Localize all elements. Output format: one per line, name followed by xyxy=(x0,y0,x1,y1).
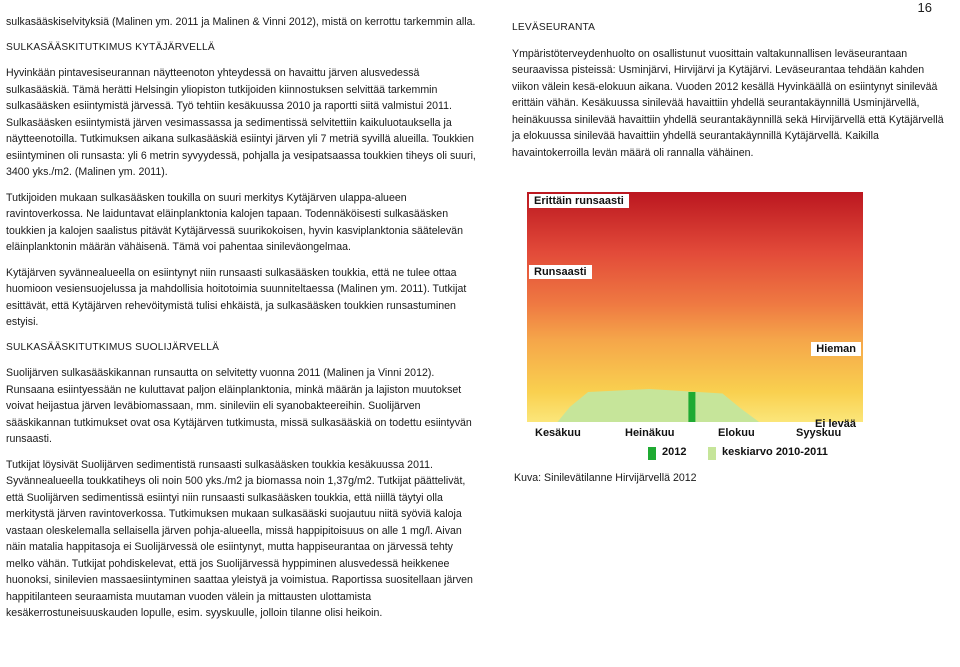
level-label: Erittäin runsaasti xyxy=(529,194,629,208)
legend-swatch xyxy=(708,447,716,460)
x-tick-label: Syyskuu xyxy=(796,427,842,439)
algae-chart xyxy=(527,192,863,462)
right-column xyxy=(512,14,952,170)
level-label: Hieman xyxy=(811,342,861,356)
x-tick-label: Kesäkuu xyxy=(535,427,581,439)
level-label: Ei levää xyxy=(815,418,856,430)
paragraph: Tutkijat löysivät Suolijärven sedimentistä runsaasti sulkasääsken toukkia kesäkuussa 2011. Syvännealueella toukkatiheys oli noin 500 yks./m2 ja biomassa noin 1,37g/m2. Tutkijat päättelivät, että Suolijärven sedimentissä esiintyi niin runsaasti sulkasääsken toukkia, että niillä täytyi olla merkitystä järven ravintoverkossa. Tutkimuksen mukaan sulkasääski suojautuu niitä syöviä kaloja vastaan oleskelemalla sellaisella järven pohja-alueella, missä happipitoisuus on alle 1 mg/l. Aivan näin matalia happitasoja ei Suolijärvessä ole esiintynyt, mutta happiseurantaa on järvessä tehty melko vähän. Tutkijat pohdiskelevat, että jos Suolijärvessä hyppiminen alusvedessä heikkenee huonoksi, sinilevien massaesiintyminen saattaa yleistyä ja voimistua. Raportissa suositellaan järven happitilanteen seuraamista muutaman vuoden välein ja mittausten ulottamista kesäkerrostuneisuuskauden lopulle, esim. syyskuulle, jolloin tilanne olisi heikoin. xyxy=(6,458,473,619)
section-heading: LEVÄSEURANTA xyxy=(512,22,596,33)
page-number: 16 xyxy=(917,0,932,15)
legend-swatch xyxy=(648,447,656,460)
paragraph: sulkasääskiselvityksiä (Malinen ym. 2011 ja Malinen & Vinni 2012), mistä on kerrottu tarkemmin alla. xyxy=(6,16,476,28)
paragraph: Hyvinkään pintavesiseurannan näytteenoton yhteydessä on havaittu järven alusvedessä sulkasääskiä. Tämä herätti Helsingin yliopiston tutkijoiden kiinnostuksen selvittää tarkemmin sulkasääsken esiintymistä järvessä. Työ tehtiin kesäkuussa 2010 ja raportti siitä valmistui 2011. Sulkasääsken esiintymistä järven vesimassassa ja sedimentissä selvitettiin kaikuluotauksella ja näytteenotoilla. Tutkimuksen aikana sulkasääskiä esiintyi järven yli 7 metriä syvillä alueilla. Toukkien esiintyminen oli runsasta: yli 6 metrin syvyydessä, pohjalla ja vesipatsaassa toukkien tiheys oli suuri, 3400 yks./m2. (Malinen ym. 2011). xyxy=(6,67,476,178)
section-heading: SULKASÄÄSKITUTKIMUS KYTÄJÄRVELLÄ xyxy=(6,41,215,53)
x-tick-label: Heinäkuu xyxy=(625,427,675,439)
level-label: Runsaasti xyxy=(529,265,592,279)
left-column xyxy=(6,14,476,631)
figure-caption: Kuva: Sinilevätilanne Hirvijärvellä 2012 xyxy=(514,472,697,484)
paragraph: Ympäristöterveydenhuolto on osallistunut vuosittain valtakunnallisen leväseurantaan seuraavissa pisteissä: Usminjärvi, Hirvijärvi ja Kytäjärvi. Leväseurantaa tehdään kahden viikon välein kesä-elokuun aikana. Vuoden 2012 kesällä Hyvinkäällä on esiintynyt sinilevää erittäin vähän. Kesäkuussa sinilevää havaittiin yhdellä seurantakäynnillä Usminjärvellä, heinäkuussa sinilevää havaittiin yhdellä seurantakäynnillä sekä Hirvijärvellä että Kytäjärvellä ja elokuussa sinilevää havaittiin yhdellä seurantakäynnillä Kytäjärvellä. Kaikilla havaintokerroilla levän määrä oli rannalla vähäinen. xyxy=(512,47,944,159)
paragraph: Suolijärven sulkasääskikannan runsautta on selvitetty vuonna 2011 (Malinen ja Vinni 2012). Runsaana esiintyessään ne kuluttavat paljon eläinplanktonia, minkä määrän ja lajiston muutokset voivat heijastua järven leväbiomassaan, mm. sinileviin eli syanobakteereihin. Suolijärven sääskikannan tutkimukset ovat osa Kytäjärven tutkimusta, missä sulkasääskiä on todettu esiintyvän runsaasti. xyxy=(6,367,472,445)
paragraph: Tutkijoiden mukaan sulkasääsken toukilla on suuri merkitys Kytäjärven ulappa-alueen ravintoverkossa. Ne laiduntavat eläinplanktonia kalojen tapaan. Todennäköisesti sulkasääsken toukkien ja kalojen saalistus pitävät Kytäjärvessä suurikokoisen, hyvin kasviplanktonia säätelevän eläinplanktonin määrän vähäisenä. Tämä voi pahentaa sinileväongelmaa. xyxy=(6,191,463,253)
series-bar-2012 xyxy=(688,392,695,422)
legend-label: keskiarvo 2010-2011 xyxy=(722,446,828,458)
x-tick-label: Elokuu xyxy=(718,427,755,439)
legend-label: 2012 xyxy=(662,446,687,458)
section-heading: SULKASÄÄSKITUTKIMUS SUOLIJÄRVELLÄ xyxy=(6,341,220,353)
paragraph: Kytäjärven syvännealueella on esiintynyt niin runsaasti sulkasääsken toukkia, että ne tulee ottaa huomioon vesiensuojelussa ja mahdollisia hoitotoimia suunniteltaessa (Malinen ym. 2011). Tutkijat esittävät, että Kytäjärven rehevöitymistä tulisi ehkäistä, ja sulkasääsken toukkien runsastuminen estyisi. xyxy=(6,266,467,328)
